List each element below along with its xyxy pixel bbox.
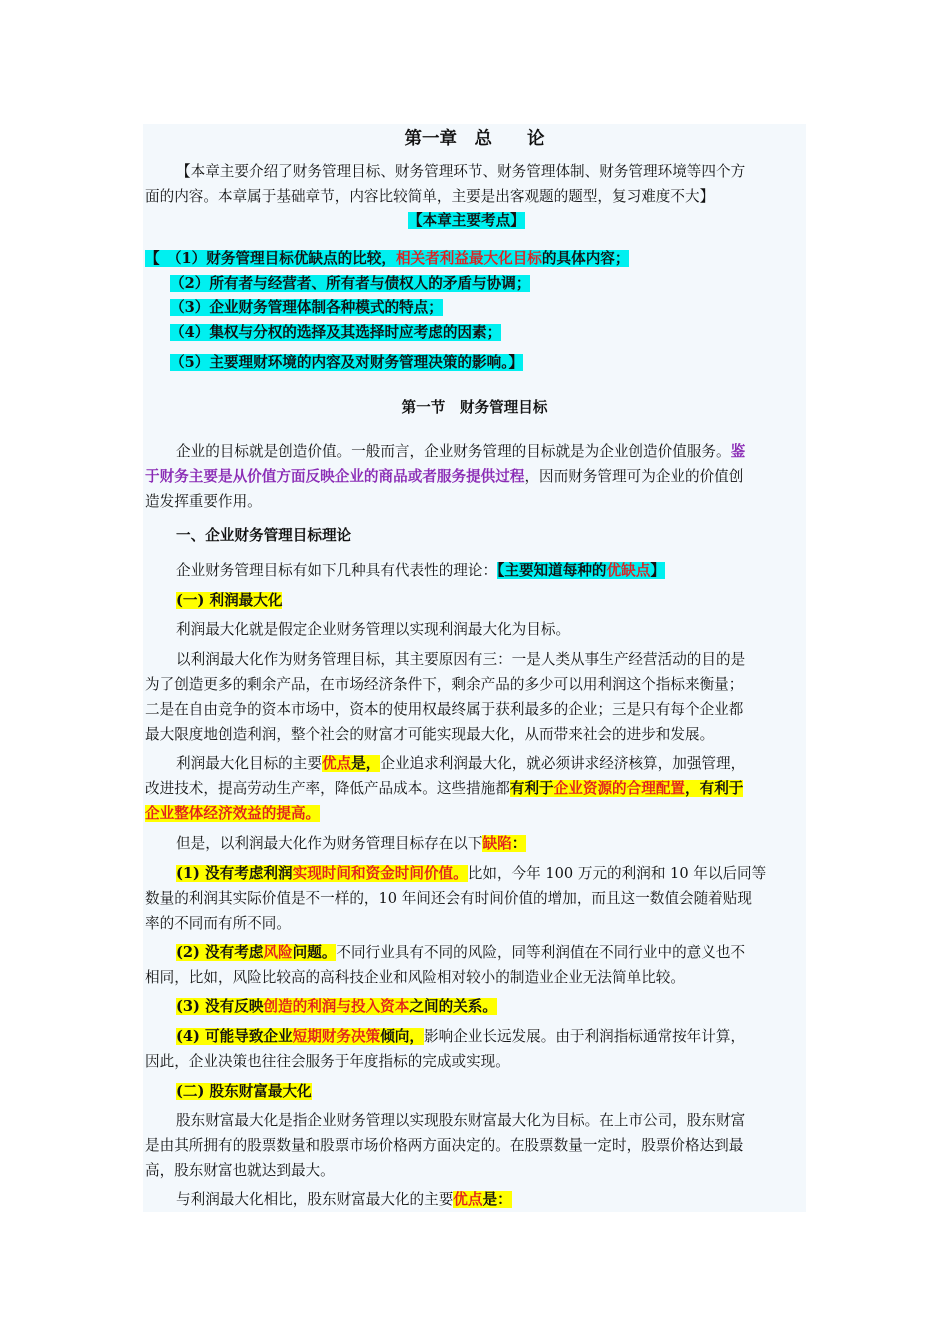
defect-item: (4) 可能导致企业短期财务决策倾向，影响企业长远发展。由于利润指标通常按年计算，	[176, 1028, 746, 1045]
paragraph-line: 于财务主要是从价值方面反映企业的商品或者服务提供过程，因而财务管理可为企业的价值创	[145, 468, 744, 485]
key-point: （5）主要理财环境的内容及对财务管理决策的影响。】	[170, 354, 524, 371]
key-point: 【 （1）财务管理目标优缺点的比较，相关者利益最大化目标的具体内容；	[145, 250, 630, 267]
subheading: (一) 利润最大化	[176, 592, 283, 609]
paragraph-line: 是由其所拥有的股票数量和股票市场价格两方面决定的。在股票数量一定时，股票价格达到最	[145, 1137, 744, 1154]
paragraph-line: 企业整体经济效益的提高。	[145, 805, 321, 822]
paragraph-line: 因此，企业决策也往往会服务于年度指标的完成或实现。	[145, 1053, 510, 1070]
defect-item: (3) 没有反映创造的利润与投入资本之间的关系。	[176, 998, 497, 1015]
key-point: （3）企业财务管理体制各种模式的特点；	[170, 299, 443, 316]
chapter-title: 第一章 总 论	[404, 129, 545, 149]
subheading: (二) 股东财富最大化	[176, 1083, 312, 1100]
section-title: 第一节 财务管理目标	[401, 399, 548, 416]
paragraph-line: 率的不同而有所不同。	[145, 915, 291, 932]
paragraph-line: 企业财务管理目标有如下几种具有代表性的理论：【主要知道每种的优缺点】	[176, 562, 665, 579]
heading: 一、企业财务管理目标理论	[176, 527, 352, 544]
key-point: （2）所有者与经营者、所有者与债权人的矛盾与协调；	[170, 275, 531, 292]
paragraph-line: 利润最大化就是假定企业财务管理以实现利润最大化为目标。	[176, 621, 571, 638]
paragraph-line: 为了创造更多的剩余产品，在市场经济条件下，剩余产品的多少可以用利润这个指标来衡量；	[145, 676, 744, 693]
paragraph-line: 以利润最大化作为财务管理目标，其主要原因有三：一是人类从事生产经营活动的目的是	[176, 651, 746, 668]
key-point: （4）集权与分权的选择及其选择时应考虑的因素；	[170, 324, 502, 341]
intro-line: 面的内容。本章属于基础章节，内容比较简单，主要是出客观题的题型，复习难度不大】	[145, 188, 715, 205]
key-points-title: 【本章主要考点】	[408, 212, 525, 229]
paragraph-line: 企业的目标就是创造价值。一般而言，企业财务管理的目标就是为企业创造价值服务。鉴	[176, 443, 746, 460]
paragraph-line: 数量的利润其实际价值是不一样的，10 年间还会有时间价值的增加，而且这一数值会随着贴现	[145, 890, 752, 907]
paragraph-line: 造发挥重要作用。	[145, 493, 262, 510]
paragraph-line: 高，股东财富也就达到最大。	[145, 1162, 335, 1179]
paragraph-line: 利润最大化目标的主要优点是，企业追求利润最大化，就必须讲求经济核算，加强管理，	[176, 755, 746, 772]
paragraph-line: 股东财富最大化是指企业财务管理以实现股东财富最大化为目标。在上市公司，股东财富	[176, 1112, 746, 1129]
paragraph-line: 但是，以利润最大化作为财务管理目标存在以下缺陷：	[176, 835, 527, 852]
paragraph-line: 最大限度地创造利润，整个社会的财富才可能实现最大化，从而带来社会的进步和发展。	[145, 726, 715, 743]
paragraph-line: 与利润最大化相比，股东财富最大化的主要优点是：	[176, 1191, 512, 1208]
paragraph-line: 改进技术，提高劳动生产率，降低产品成本。这些措施都有利于企业资源的合理配置，有利于	[145, 780, 744, 797]
intro-line: 【本章主要介绍了财务管理目标、财务管理环节、财务管理体制、财务管理环境等四个方	[176, 163, 746, 180]
paragraph-line: 二是在自由竞争的资本市场中，资本的使用权最终属于获利最多的企业；三是只有每个企业都	[145, 701, 744, 718]
defect-item: (1) 没有考虑利润实现时间和资金时间价值。比如，今年 100 万元的利润和 10 年以后同等	[176, 865, 767, 882]
paragraph-line: 相同，比如，风险比较高的高科技企业和风险相对较小的制造业企业无法简单比较。	[145, 969, 685, 986]
defect-item: (2) 没有考虑风险问题。不同行业具有不同的风险，同等利润值在不同行业中的意义也不	[176, 944, 746, 961]
